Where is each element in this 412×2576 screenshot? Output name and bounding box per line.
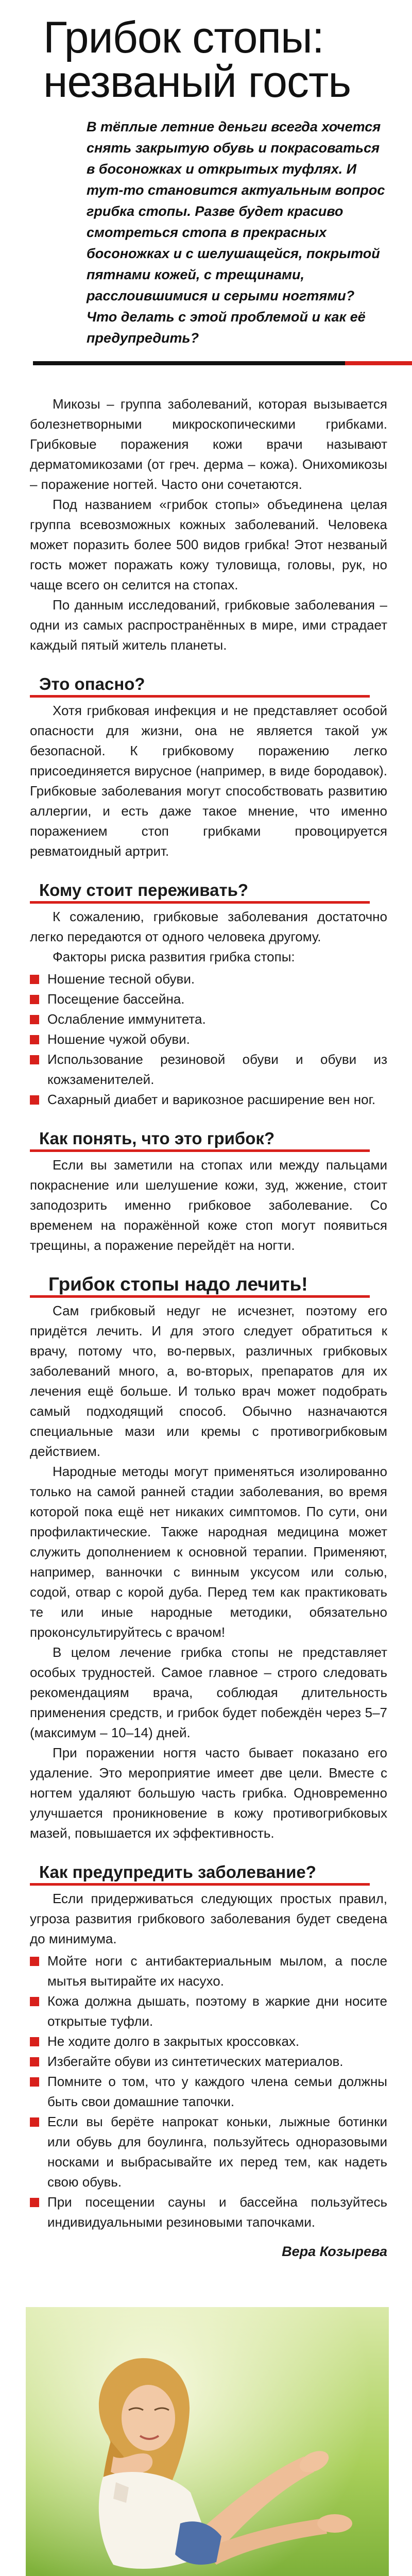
bullet-square-icon bbox=[30, 1095, 39, 1105]
section-paragraph: Сам грибковый недуг не исчезнет, поэтому его придётся лечить. И для этого следует обратиться к врачу, потому что, во-первых, различных грибковых заболеваний много, а, во-вторых, препаратов для их лечения ещё больше. И только врач может подобрать самый подходящий способ. Обычно назначаются специальные мази или кремы с противогрибковым действием. bbox=[30, 1303, 387, 1459]
list-item-text: При посещении сауны и бассейна пользуйтесь индивидуальными резиновыми тапочками. bbox=[47, 2194, 387, 2230]
section-paragraph: К сожалению, грибковые заболевания достаточно легко передаются от одного человека другому. bbox=[30, 909, 387, 944]
bullet-square-icon bbox=[30, 2198, 39, 2207]
section-prevent bbox=[30, 1862, 387, 2232]
list-item-text: Помните о том, что у каждого члена семьи должны быть свои домашние тапочки. bbox=[47, 2074, 387, 2109]
photo-illustration bbox=[26, 2307, 389, 2576]
section-paragraph: Факторы риска развития грибка стопы: bbox=[53, 949, 295, 964]
bullet-square-icon bbox=[30, 2117, 39, 2127]
list-item-text: Ношение тесной обуви. bbox=[47, 971, 195, 987]
section-treatment bbox=[30, 1274, 387, 1843]
section-heading: Кому стоит переживать? bbox=[39, 880, 387, 904]
section-paragraph: Если вы заметили на стопах или между пальцами покраснение или шелушение кожи, зуд, жжение, стоит заподозрить именно грибковое заболевание. Со временем на поражённой коже стоп могут появиться трещины, а поражение перейдёт на ногти. bbox=[30, 1157, 387, 1253]
section-heading: Грибок стопы надо лечить! bbox=[48, 1274, 387, 1298]
bullet-square-icon bbox=[30, 2077, 39, 2087]
section-paragraph: Народные методы могут применяться изолированно только на самой ранней стадии заболевания, во время которой пока ещё нет никаких симптомов. По сути, они профилактические. Также народная медицина может служить дополнением к основной терапии. Применяют, например, ванночки с винным уксусом или солью, содой, отвар с корой дуба. Перед тем как практиковать те или иные народные методики, обязательно проконсультируйтесь с врачом! bbox=[30, 1464, 387, 1640]
list-item bbox=[30, 1090, 387, 1110]
section-danger bbox=[30, 674, 387, 861]
intro-paragraph: Микозы – группа заболеваний, которая вызывается болезнетворными микроскопическими грибками. Грибковые поражения кожи врачи называют дерматомикозами (от греч. дерма – кожа). Онихомикозы – поражение ногтей. Часто они сочетаются. bbox=[30, 396, 387, 492]
list-item-text: Избегайте обуви из синтетических материалов. bbox=[47, 2054, 344, 2069]
section-paragraph: Если придерживаться следующих простых правил, угроза развития грибкового заболевания будет сведена до минимума. bbox=[30, 1891, 387, 1946]
woman-on-grass-photo bbox=[26, 2307, 389, 2576]
section-heading: Как предупредить заболевание? bbox=[39, 1862, 387, 1886]
section-paragraph: В целом лечение грибка стопы не представляет особых трудностей. Самое главное – строго следовать рекомендациям врача, соблюдая длительность применения средств, и грибок будет побеждён через 5–7 (максимум – 10–14) дней. bbox=[30, 1645, 387, 1740]
list-item bbox=[30, 1991, 387, 2031]
bullet-square-icon bbox=[30, 995, 39, 1004]
author-byline: Вера Козырева bbox=[282, 2244, 387, 2259]
article-title bbox=[43, 13, 387, 107]
title-line-2: незваный гость bbox=[43, 57, 351, 107]
list-item bbox=[30, 2072, 387, 2112]
intro-paragraph: По данным исследований, грибковые заболевания – одни из самых распространённых в мире, ими страдает каждый пятый житель планеты. bbox=[30, 597, 387, 653]
title-line-1: Грибок стопы: bbox=[43, 13, 324, 62]
article-lead: В тёплые летние деньги всегда хочется снять закрытую обувь и покрасоваться в босоножках и открытых туфлях. И тут-то становится актуальным вопрос грибка стопы. Разве будет красиво смотреться стопа в прекрасных босоножках и с шелушащейся, покрытой пятнами кожей, с трещинами, расслоившимися и серыми ногтями? Что делать с этой проблемой и как её предупредить? bbox=[87, 119, 385, 346]
list-item-text: Сахарный диабет и варикозное расширение вен ног. bbox=[47, 1092, 376, 1107]
bullet-square-icon bbox=[30, 1035, 39, 1044]
risk-factor-list bbox=[30, 969, 387, 1110]
list-item bbox=[30, 1049, 387, 1090]
list-item bbox=[30, 2192, 387, 2232]
bullet-square-icon bbox=[30, 2037, 39, 2046]
list-item-text: Если вы берёте напрокат коньки, лыжные ботинки или обувь для боулинга, пользуйтесь одноразовыми носками и выбрасывайте их перед тем, как надеть свою обувь. bbox=[47, 2114, 387, 2190]
bullet-square-icon bbox=[30, 1997, 39, 2006]
bullet-square-icon bbox=[30, 2057, 39, 2066]
section-paragraph: Хотя грибковая инфекция и не представляет особой опасности для жизни, она не является такой уж безопасной. К грибковому поражению легко присоединяется вирусное (например, в виде бородавок). Грибковые заболевания могут способствовать развитию аллергии, и есть даже такое мнение, что именно поражением стоп грибками провоцируется ревматоидный артрит. bbox=[30, 703, 387, 859]
intro-paragraph: Под названием «грибок стопы» объединена целая группа всевозможных кожных заболеваний. Человека может поразить более 500 видов грибка! Этот незваный гость может поражать кожу туловища, головы, рук, но чаще всего он селится на стопах. bbox=[30, 497, 387, 592]
list-item bbox=[30, 2112, 387, 2192]
section-heading: Как понять, что это грибок? bbox=[39, 1128, 387, 1152]
list-item bbox=[30, 969, 387, 989]
section-heading: Это опасно? bbox=[39, 674, 387, 698]
list-item-text: Ослабление иммунитета. bbox=[47, 1011, 206, 1027]
bullet-square-icon bbox=[30, 975, 39, 984]
prevention-list bbox=[30, 1951, 387, 2232]
list-item-text: Не ходите долго в закрытых кроссовках. bbox=[47, 2033, 300, 2049]
section-risk bbox=[30, 880, 387, 1110]
list-item bbox=[30, 2031, 387, 2052]
section-recognize bbox=[30, 1128, 387, 1256]
list-item bbox=[30, 2052, 387, 2072]
list-item bbox=[30, 989, 387, 1009]
list-item-text: Посещение бассейна. bbox=[47, 991, 185, 1007]
list-item-text: Ношение чужой обуви. bbox=[47, 1031, 190, 1047]
list-item bbox=[30, 1029, 387, 1049]
section-paragraph: При поражении ногтя часто бывает показано его удаление. Это мероприятие имеет две цели. Вместе с ногтем удаляют большую часть грибка. Одновременно улучшается проникновение в кожу противогрибковых мазей, повышается их эффективность. bbox=[30, 1745, 387, 1841]
list-item-text: Использование резиновой обуви и обуви из кожзаменителей. bbox=[47, 1052, 387, 1087]
bullet-square-icon bbox=[30, 1055, 39, 1064]
list-item bbox=[30, 1009, 387, 1029]
bullet-square-icon bbox=[30, 1015, 39, 1024]
list-item-text: Кожа должна дышать, поэтому в жаркие дни носите открытые туфли. bbox=[47, 1993, 387, 2029]
bullet-square-icon bbox=[30, 1957, 39, 1966]
list-item bbox=[30, 1951, 387, 1991]
list-item-text: Мойте ноги с антибактериальным мылом, а после мытья вытирайте их насухо. bbox=[47, 1953, 387, 1989]
lead-divider bbox=[33, 361, 412, 365]
